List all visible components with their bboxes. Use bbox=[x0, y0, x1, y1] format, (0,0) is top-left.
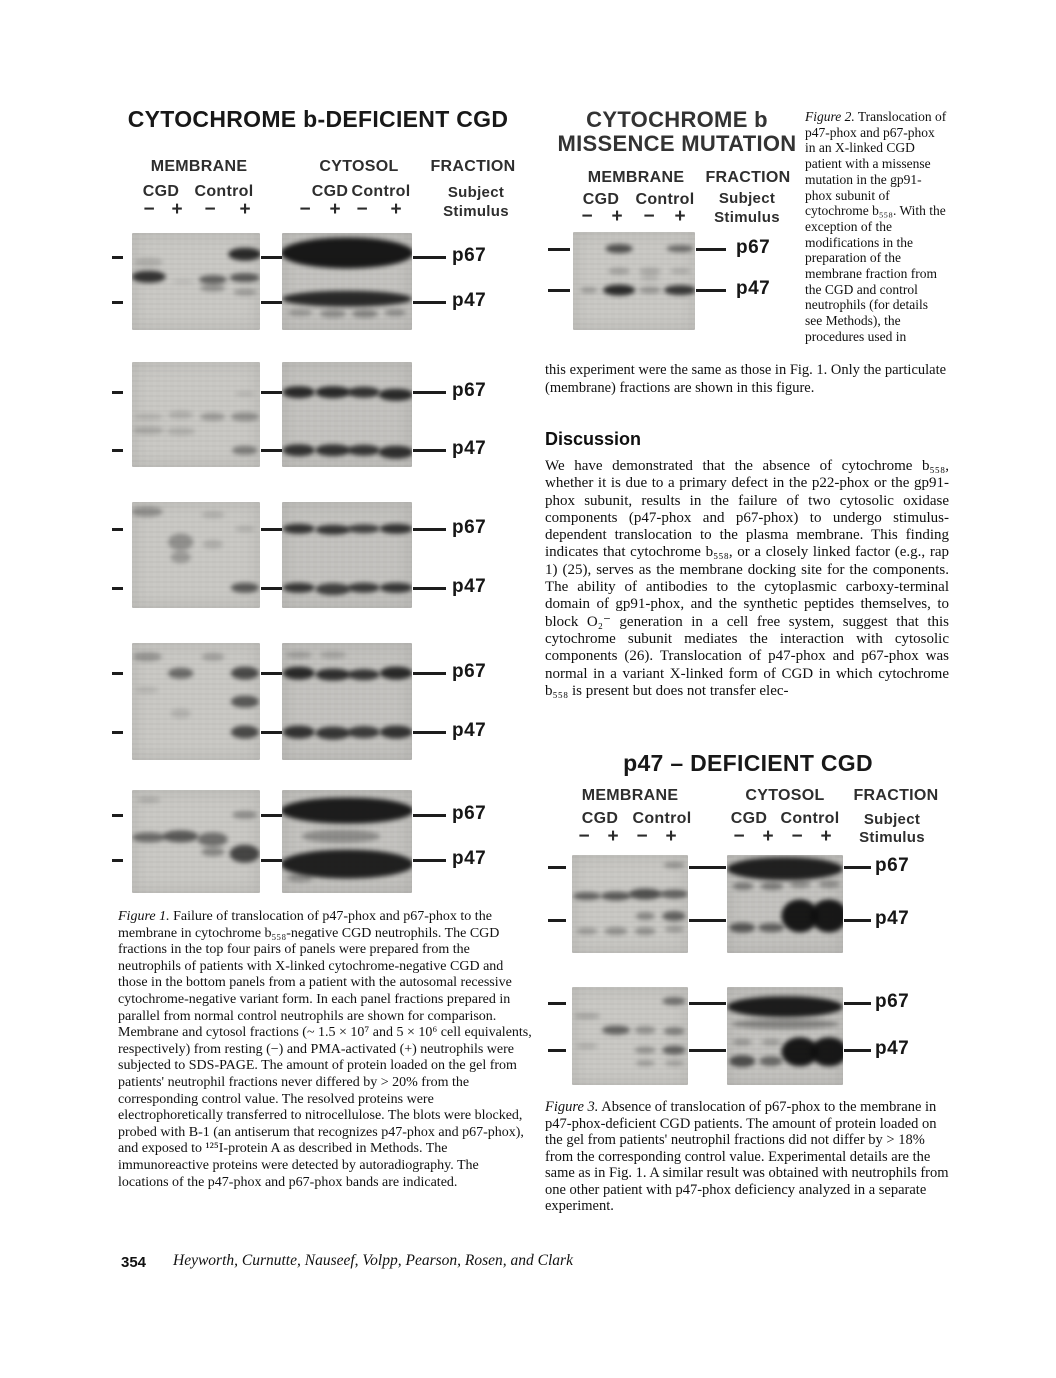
leader-line bbox=[689, 1002, 726, 1005]
protein-band bbox=[608, 268, 630, 275]
protein-band bbox=[228, 248, 260, 261]
protein-band bbox=[234, 525, 254, 531]
band-label-p47: p47 bbox=[452, 848, 487, 869]
leader-line bbox=[261, 672, 282, 675]
leader-line bbox=[261, 301, 282, 304]
marker-tick bbox=[548, 1049, 566, 1052]
leader-line bbox=[689, 866, 726, 869]
protein-band bbox=[288, 309, 311, 317]
protein-band bbox=[665, 285, 696, 295]
figure3-column-header-cytosol: CYTOSOL bbox=[745, 787, 825, 804]
protein-band bbox=[604, 928, 627, 936]
protein-band bbox=[348, 669, 381, 681]
stimulus-symbol: − bbox=[356, 199, 368, 220]
protein-band bbox=[282, 238, 412, 269]
figure3-subject-label: Subject bbox=[863, 811, 921, 828]
protein-band bbox=[231, 412, 259, 421]
protein-band bbox=[635, 928, 656, 936]
protein-band bbox=[639, 286, 661, 293]
protein-band bbox=[348, 445, 381, 456]
marker-tick bbox=[112, 256, 123, 259]
blot-cytosol-panel bbox=[727, 855, 843, 953]
protein-band bbox=[136, 686, 159, 693]
figure1-group-control-membrane: Control bbox=[194, 183, 254, 200]
protein-band bbox=[302, 830, 380, 842]
protein-band bbox=[379, 388, 412, 401]
blot-membrane-panel bbox=[573, 232, 695, 330]
stimulus-symbol: − bbox=[791, 826, 803, 847]
stimulus-symbol: − bbox=[643, 206, 655, 227]
blot-membrane-panel bbox=[572, 987, 688, 1085]
protein-band bbox=[729, 922, 755, 933]
protein-band bbox=[664, 1027, 685, 1035]
protein-band bbox=[662, 997, 685, 1005]
leader-line bbox=[844, 866, 871, 869]
discussion-paragraph: We have demonstrated that the absence of cytochrome b₅₅₈, whether it is due to a primary defect in the p22-phox or the gp91-phox subunit, results in the failure of two cytosolic oxidase components (p47-phox and p67-phox) to undergo stimulus-dependent translocation to the plasma membrane. This finding indicates that cytochrome b₅₅₈, or a closely linked factor (e.g., rap 1) (25), serves as the membrane docking site for the components. The ability of antibodies to the cytoplasmic carboxy-terminal domain of gp91-phox, and the synthetic peptides themselves, to block O₂⁻ generation in a cell free system, suggest that this cytochrome subunit mediates the interaction with cytosolic components (26). Translocation of p47-phox and p67-phox was normal in a variant X-linked form of CGD in which cytochrome b₅₅₈ is present but does not transfer elec- bbox=[545, 458, 949, 699]
protein-band bbox=[606, 244, 633, 254]
protein-band bbox=[135, 258, 163, 267]
protein-band bbox=[233, 289, 256, 296]
leader-line bbox=[696, 289, 726, 292]
stimulus-symbol: + bbox=[762, 826, 774, 847]
band-label-p67: p67 bbox=[452, 380, 487, 401]
protein-band bbox=[229, 845, 260, 864]
figure2-subject-label: Subject bbox=[718, 190, 776, 207]
leader-line bbox=[261, 731, 282, 734]
protein-band bbox=[573, 892, 601, 900]
figure2-column-header-fraction: FRACTION bbox=[705, 169, 791, 186]
protein-band bbox=[635, 1026, 656, 1034]
band-label-p47: p47 bbox=[875, 1038, 910, 1059]
protein-band bbox=[664, 862, 685, 868]
stimulus-symbol: + bbox=[239, 199, 251, 220]
leader-line bbox=[413, 859, 446, 862]
protein-band bbox=[231, 695, 259, 708]
figure1-caption bbox=[118, 909, 532, 1191]
protein-band bbox=[759, 1057, 782, 1067]
figure1-column-header-cytosol: CYTOSOL bbox=[319, 158, 399, 175]
stimulus-symbol: + bbox=[665, 826, 677, 847]
protein-band bbox=[727, 996, 843, 1018]
blot-cytosol-panel bbox=[282, 233, 412, 330]
protein-band bbox=[380, 583, 412, 594]
protein-band bbox=[790, 880, 811, 888]
protein-band bbox=[315, 583, 350, 595]
protein-band bbox=[170, 709, 190, 718]
protein-band bbox=[201, 847, 224, 856]
figure3-caption bbox=[545, 1099, 949, 1215]
stimulus-symbol: + bbox=[674, 206, 686, 227]
protein-band bbox=[667, 245, 694, 253]
figure1-caption-text: Failure of translocation of p47-phox and p67-phox to the membrane in cytochrome b₅₅₈-negative CGD neutrophils. The CGD fractions in the top four pairs of panels were prepared from the neutrophils of patients with X-linked cytochrome-negative CGD and those in the bottom panels from a patient with the autosomal recessive cytochrome-negative variant form. In each panel fractions prepared in parallel from normal control neutrophils are shown for comparison. Membrane and cytosol fractions (~ 1.5 × 10⁷ and 5 × 10⁶ cell equivalents, respectively) from resting (−) and PMA-activated (+) neutrophils were subjected to SDS-PAGE. The amount of protein loaded on the gel from patients' neutrophil fractions never differed by > 20% from the corresponding control value. The resolved proteins were electrophoretically transferred to nitrocellulose. The blots were blocked, probed with B-1 (an antiserum that recognizes p47-phox and p67-phox), and exposed to ¹²⁵I-protein A as described in Methods. The immunoreactive proteins were detected by autoradiography. The locations of the p47-phox and p67-phox bands are indicated. bbox=[118, 909, 532, 1190]
leader-line bbox=[689, 919, 726, 922]
marker-tick bbox=[548, 1002, 566, 1005]
protein-band bbox=[170, 551, 190, 563]
protein-band bbox=[662, 911, 685, 921]
figure3-caption-text: Absence of translocation of p67-phox to the membrane in p47-phox-deficient CGD patients. The amount of protein loaded on the gel from patients' neutrophil fractions did not differ by > 18% from the corresponding control value. Experimental details are the same as in Fig. 1. A similar result was obtained with neutrophils from one other patient with p47-phox deficiency analyzed in a separate experiment. bbox=[545, 1099, 949, 1214]
blot-membrane-panel bbox=[132, 362, 260, 467]
protein-band bbox=[761, 882, 784, 890]
protein-band bbox=[286, 651, 312, 658]
stimulus-symbol: − bbox=[581, 206, 593, 227]
page-number: 354 bbox=[121, 1254, 147, 1271]
stimulus-symbol: − bbox=[143, 199, 155, 220]
figure1-column-header-membrane: MEMBRANE bbox=[150, 158, 248, 175]
protein-band bbox=[665, 1061, 684, 1067]
protein-band bbox=[315, 524, 350, 535]
marker-tick bbox=[112, 449, 123, 452]
protein-band bbox=[811, 899, 843, 932]
leader-line bbox=[844, 1002, 871, 1005]
protein-band bbox=[380, 667, 412, 680]
protein-band bbox=[379, 446, 412, 459]
protein-band bbox=[601, 892, 631, 901]
stimulus-symbol: + bbox=[607, 826, 619, 847]
band-label-p67: p67 bbox=[452, 803, 487, 824]
protein-band bbox=[732, 1019, 839, 1029]
stimulus-symbol: + bbox=[390, 199, 402, 220]
protein-band bbox=[315, 444, 350, 456]
protein-band bbox=[283, 583, 316, 594]
protein-band bbox=[163, 831, 199, 842]
band-label-p67: p67 bbox=[452, 661, 487, 682]
protein-band bbox=[197, 833, 228, 846]
protein-band bbox=[168, 668, 194, 679]
protein-band bbox=[232, 811, 258, 819]
leader-line bbox=[689, 1049, 726, 1052]
protein-band bbox=[320, 309, 346, 318]
figure2-caption bbox=[805, 109, 947, 345]
protein-band bbox=[665, 926, 684, 933]
leader-line bbox=[261, 859, 282, 862]
protein-band bbox=[167, 428, 195, 435]
figure1-group-control-cytosol: Control bbox=[351, 183, 411, 200]
protein-band bbox=[231, 667, 259, 680]
protein-band bbox=[283, 387, 316, 399]
protein-band bbox=[202, 540, 222, 548]
figure1-group-cgd-membrane: CGD bbox=[142, 183, 180, 200]
protein-band bbox=[200, 412, 226, 420]
figure2-title-line1: CYTOCHROME b bbox=[586, 107, 768, 132]
stimulus-symbol: − bbox=[299, 199, 311, 220]
leader-line bbox=[413, 391, 446, 394]
band-label-p47: p47 bbox=[875, 908, 910, 929]
band-label-p47: p47 bbox=[736, 278, 771, 299]
protein-band bbox=[729, 1056, 755, 1068]
blot-membrane-panel bbox=[572, 855, 688, 953]
protein-band bbox=[635, 1046, 656, 1053]
figure1-subject-label: Subject bbox=[447, 184, 505, 201]
band-label-p47: p47 bbox=[452, 290, 487, 311]
protein-band bbox=[348, 583, 381, 594]
figure2-group-control: Control bbox=[635, 191, 695, 208]
marker-tick bbox=[112, 814, 123, 817]
protein-band bbox=[173, 279, 193, 285]
marker-tick bbox=[548, 248, 570, 251]
figure3-group-cgd-cytosol: CGD bbox=[730, 810, 768, 827]
protein-band bbox=[283, 667, 316, 680]
protein-band bbox=[662, 1045, 685, 1054]
protein-band bbox=[733, 882, 754, 890]
blot-membrane-panel bbox=[132, 233, 260, 330]
protein-band bbox=[639, 268, 661, 275]
blot-membrane-panel bbox=[132, 643, 260, 760]
marker-tick bbox=[112, 301, 123, 304]
figure3-column-header-membrane: MEMBRANE bbox=[581, 787, 679, 804]
protein-band bbox=[315, 727, 350, 740]
protein-band bbox=[283, 725, 316, 738]
protein-band bbox=[380, 523, 412, 534]
protein-band bbox=[231, 725, 259, 738]
protein-band bbox=[229, 273, 260, 283]
protein-band bbox=[283, 523, 316, 534]
protein-band bbox=[287, 873, 313, 881]
band-label-p67: p67 bbox=[736, 237, 771, 258]
figure3-column-header-fraction: FRACTION bbox=[853, 787, 939, 804]
protein-band bbox=[137, 797, 160, 803]
stimulus-symbol: + bbox=[329, 199, 341, 220]
protein-band bbox=[315, 668, 350, 681]
protein-band bbox=[231, 583, 259, 594]
figure2-stimulus-label: Stimulus bbox=[714, 209, 780, 226]
blot-cytosol-panel bbox=[282, 502, 412, 608]
leader-line bbox=[261, 814, 282, 817]
marker-tick bbox=[112, 859, 123, 862]
protein-band bbox=[232, 446, 258, 454]
figure3-group-control-membrane: Control bbox=[632, 810, 692, 827]
protein-band bbox=[819, 880, 840, 888]
figure3-group-cgd-membrane: CGD bbox=[581, 810, 619, 827]
marker-tick bbox=[112, 587, 123, 590]
stimulus-symbol: − bbox=[578, 826, 590, 847]
band-label-p67: p67 bbox=[875, 855, 910, 876]
protein-band bbox=[168, 410, 194, 418]
protein-band bbox=[282, 797, 412, 824]
blot-cytosol-panel bbox=[282, 643, 412, 760]
protein-band bbox=[199, 275, 227, 285]
leader-line bbox=[696, 248, 726, 251]
band-label-p47: p47 bbox=[452, 438, 487, 459]
marker-tick bbox=[112, 528, 123, 531]
band-label-p67: p67 bbox=[875, 991, 910, 1012]
stimulus-symbol: + bbox=[820, 826, 832, 847]
protein-band bbox=[132, 833, 165, 842]
protein-band bbox=[132, 270, 166, 283]
protein-band bbox=[201, 511, 224, 518]
stimulus-symbol: + bbox=[611, 206, 623, 227]
stimulus-symbol: − bbox=[204, 199, 216, 220]
leader-line bbox=[844, 1049, 871, 1052]
blot-membrane-panel bbox=[132, 790, 260, 893]
leader-line bbox=[261, 391, 282, 394]
protein-band bbox=[762, 1038, 781, 1045]
figure2-caption-side-text: Translocation of p47-phox and p67-phox in an X-linked CGD patient with a missense mutation in the gp91-phox subunit of cytochrome b₅₅₈. With the exception of the modifications in the preparation of the membrane fraction from the CGD and control neutrophils (for details see Methods), the procedures used in bbox=[805, 109, 947, 344]
leader-line bbox=[413, 814, 446, 817]
figure1-title: CYTOCHROME b-DEFICIENT CGD bbox=[127, 106, 509, 132]
leader-line bbox=[261, 528, 282, 531]
leader-line bbox=[261, 449, 282, 452]
figure3-stimulus-label: Stimulus bbox=[859, 829, 925, 846]
leader-line bbox=[413, 731, 446, 734]
figure1-column-header-fraction: FRACTION bbox=[430, 158, 516, 175]
leader-line bbox=[413, 256, 446, 259]
protein-band bbox=[282, 291, 412, 307]
protein-band bbox=[200, 285, 226, 292]
marker-tick bbox=[112, 731, 123, 734]
protein-band bbox=[604, 284, 636, 295]
blot-membrane-panel bbox=[132, 502, 260, 608]
protein-band bbox=[811, 1037, 843, 1066]
marker-tick bbox=[112, 391, 123, 394]
leader-line bbox=[413, 449, 446, 452]
figure1-stimulus-label: Stimulus bbox=[443, 203, 509, 220]
figure1-caption-label: Figure 1. bbox=[118, 909, 170, 924]
protein-band bbox=[660, 890, 688, 899]
protein-band bbox=[577, 1043, 598, 1049]
protein-band bbox=[352, 309, 378, 318]
protein-band bbox=[168, 534, 194, 551]
band-label-p67: p67 bbox=[452, 245, 487, 266]
protein-band bbox=[574, 1013, 600, 1019]
protein-band bbox=[758, 923, 784, 933]
marker-tick bbox=[548, 866, 566, 869]
band-label-p67: p67 bbox=[452, 517, 487, 538]
figure1-group-cgd-cytosol: CGD bbox=[311, 183, 349, 200]
leader-line bbox=[844, 919, 871, 922]
protein-band bbox=[629, 889, 661, 900]
protein-band bbox=[283, 444, 316, 456]
figure3-caption-label: Figure 3. bbox=[545, 1099, 599, 1115]
protein-band bbox=[201, 653, 224, 661]
protein-band bbox=[234, 391, 254, 396]
leader-line bbox=[413, 672, 446, 675]
protein-band bbox=[135, 413, 163, 420]
protein-band bbox=[348, 726, 381, 738]
band-label-p47: p47 bbox=[452, 576, 487, 597]
protein-band bbox=[733, 1038, 752, 1045]
protein-band bbox=[320, 651, 346, 658]
protein-band bbox=[602, 1026, 630, 1035]
protein-band bbox=[133, 652, 161, 661]
protein-band bbox=[636, 1061, 655, 1067]
figure2-column-header-membrane: MEMBRANE bbox=[587, 169, 685, 186]
running-authors: Heyworth, Curnutte, Nauseef, Volpp, Pearson, Rosen, and Clark bbox=[173, 1252, 573, 1269]
protein-band bbox=[636, 912, 655, 920]
protein-band bbox=[385, 309, 406, 317]
blot-cytosol-panel bbox=[282, 362, 412, 467]
leader-line bbox=[413, 528, 446, 531]
protein-band bbox=[580, 287, 597, 293]
protein-band bbox=[727, 857, 843, 881]
stimulus-symbol: + bbox=[171, 199, 183, 220]
figure2-caption-continued: this experiment were the same as those in Fig. 1. Only the particulate (membrane) fractions are shown in this figure. bbox=[545, 362, 947, 396]
blot-cytosol-panel bbox=[727, 987, 843, 1085]
figure3-group-control-cytosol: Control bbox=[780, 810, 840, 827]
protein-band bbox=[671, 268, 691, 274]
discussion-heading: Discussion bbox=[545, 429, 642, 449]
leader-line bbox=[261, 256, 282, 259]
leader-line bbox=[413, 301, 446, 304]
figure2-group-cgd: CGD bbox=[582, 191, 620, 208]
protein-band bbox=[315, 387, 350, 399]
leader-line bbox=[261, 587, 282, 590]
figure2-title-line2: MISSENCE MUTATION bbox=[557, 131, 797, 156]
leader-line bbox=[413, 587, 446, 590]
marker-tick bbox=[548, 289, 570, 292]
figure3-title: p47 – DEFICIENT CGD bbox=[623, 750, 873, 776]
protein-band bbox=[380, 725, 412, 738]
band-label-p47: p47 bbox=[452, 720, 487, 741]
protein-band bbox=[640, 275, 660, 281]
blot-cytosol-panel bbox=[282, 790, 412, 893]
stimulus-symbol: − bbox=[733, 826, 745, 847]
marker-tick bbox=[112, 672, 123, 675]
protein-band bbox=[133, 427, 164, 434]
marker-tick bbox=[548, 919, 566, 922]
protein-band bbox=[132, 506, 163, 517]
figure2-caption-label: Figure 2. bbox=[805, 109, 855, 124]
protein-band bbox=[348, 387, 381, 398]
stimulus-symbol: − bbox=[636, 826, 648, 847]
protein-band bbox=[577, 928, 598, 935]
protein-band bbox=[348, 524, 381, 534]
